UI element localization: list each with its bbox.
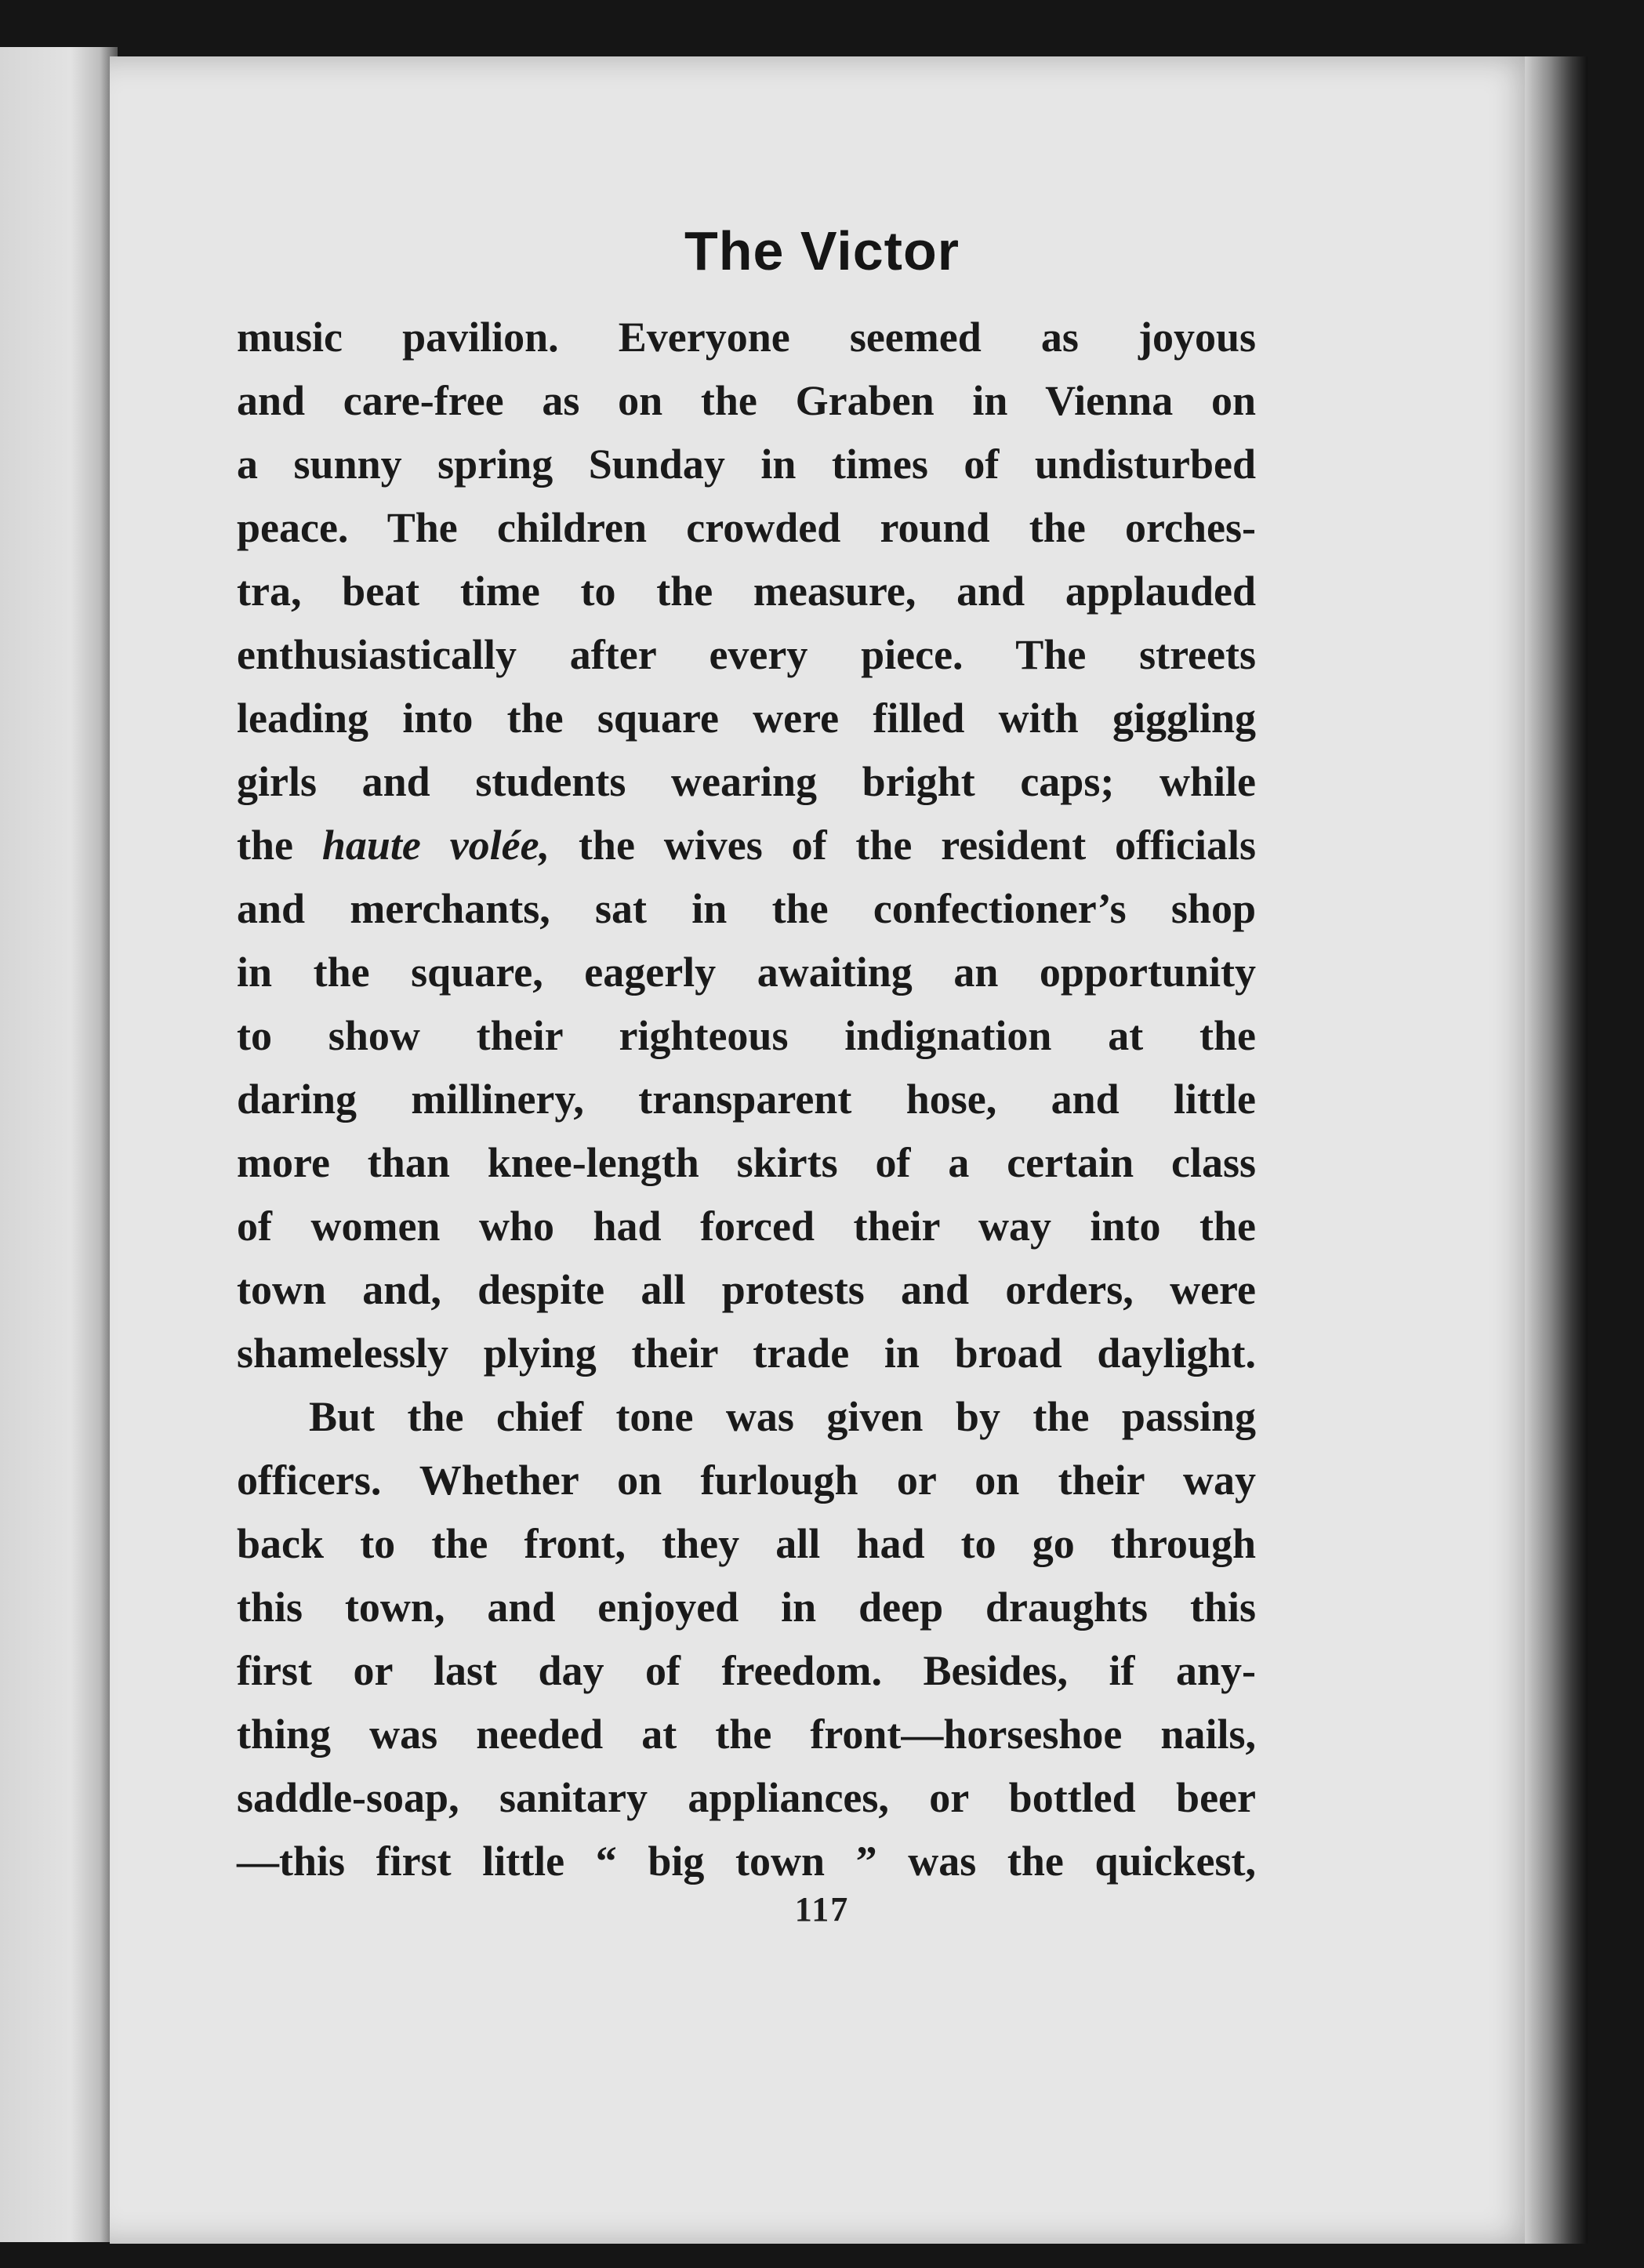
text-line: —this first little “ big town ” was the quickest, [237, 1838, 1256, 1885]
text-line: to show their righteous indignation at the [237, 1012, 1256, 1059]
text-line: daring millinery, transparent hose, and little [237, 1076, 1256, 1123]
text-line: in the square, eagerly awaiting an opportunity [237, 949, 1256, 996]
body-text [237, 306, 1256, 1893]
text-line: thing was needed at the front—horseshoe nails, [237, 1711, 1256, 1758]
page-number: 117 [794, 1890, 850, 1929]
text-line: saddle-soap, sanitary appliances, or bottled beer [237, 1774, 1256, 1821]
text-line: first or last day of freedom. Besides, if any- [237, 1647, 1256, 1694]
paragraph-first-line: But the chief tone was given by the passing [309, 1393, 1256, 1440]
text-line: back to the front, they all had to go through [237, 1520, 1256, 1567]
text-line: this town, and enjoyed in deep draughts this [237, 1584, 1256, 1631]
text-line: town and, despite all protests and orders, were [237, 1266, 1256, 1313]
text-line-with-italic [237, 814, 1256, 877]
text-line: enthusiastically after every piece. The streets [237, 631, 1256, 678]
text-line: a sunny spring Sunday in times of undisturbed [237, 441, 1256, 488]
italic-phrase: haute volée, [321, 822, 550, 869]
line-segment: the [237, 822, 322, 869]
text-line: music pavilion. Everyone seemed as joyous [237, 314, 1256, 361]
running-head: The Victor [684, 220, 960, 281]
text-line: leading into the square were filled with giggling [237, 695, 1256, 742]
text-line: more than knee-length skirts of a certain class [237, 1139, 1256, 1186]
text-line: and merchants, sat in the confectioner’s shop [237, 885, 1256, 932]
text-line: and care-free as on the Graben in Vienna on [237, 377, 1256, 424]
text-line: girls and students wearing bright caps; while [237, 758, 1256, 805]
text-line: tra, beat time to the measure, and applauded [237, 568, 1256, 615]
text-line: shamelessly plying their trade in broad daylight. [237, 1330, 1256, 1377]
text-line: peace. The children crowded round the orches- [237, 504, 1256, 551]
text-line: officers. Whether on furlough or on their way [237, 1457, 1256, 1504]
line-segment: the wives of the resident officials [550, 822, 1256, 869]
text-line: of women who had forced their way into the [237, 1203, 1256, 1250]
